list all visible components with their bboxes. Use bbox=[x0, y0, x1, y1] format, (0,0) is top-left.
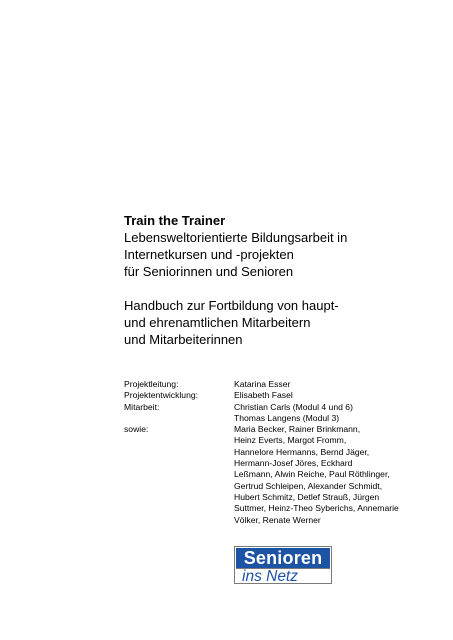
senioren-ins-netz-logo bbox=[234, 546, 332, 584]
credit-row-projektleitung bbox=[124, 379, 444, 390]
credit-name: Thomas Langens (Modul 3) bbox=[234, 412, 340, 423]
credit-names bbox=[234, 424, 444, 526]
credit-row-projektentwicklung bbox=[124, 390, 444, 401]
credit-names bbox=[234, 379, 444, 390]
credit-name: Elisabeth Fasel bbox=[234, 390, 293, 401]
credit-names bbox=[234, 390, 444, 401]
credit-name: Völker, Renate Werner bbox=[234, 514, 321, 525]
credit-name: Maria Becker, Rainer Brinkmann, bbox=[234, 424, 361, 435]
handbook-line-1: Handbuch zur Fortbildung von haupt- bbox=[124, 298, 339, 313]
credit-name: Christian Carls (Modul 4 und 6) bbox=[234, 401, 353, 412]
title-block bbox=[124, 212, 434, 348]
credit-name: Heinz Everts, Margot Fromm, bbox=[234, 435, 347, 446]
credits-list bbox=[124, 379, 444, 526]
credit-label: sowie: bbox=[124, 424, 149, 435]
credit-names bbox=[234, 402, 444, 425]
handbook-line-3: und Mitarbeiterinnen bbox=[124, 332, 243, 347]
credit-name: Hermann-Josef Jöres, Eckhard bbox=[234, 458, 353, 469]
credit-row-sowie bbox=[124, 424, 444, 526]
document-title: Train the Trainer bbox=[124, 213, 226, 228]
credit-name: Hubert Schmitz, Detlef Strauß, Jürgen bbox=[234, 491, 380, 502]
spacer bbox=[124, 280, 434, 297]
credit-label: Projektentwicklung: bbox=[124, 390, 199, 401]
credit-name: Leßmann, Alwin Reiche, Paul Röthlinger, bbox=[234, 469, 390, 480]
handbook-line-2: und ehrenamtlichen Mitarbeitern bbox=[124, 315, 311, 330]
subtitle-line-3: für Seniorinnen und Senioren bbox=[124, 264, 294, 279]
logo-text-ins-netz: ins Netz bbox=[236, 568, 330, 583]
credit-row-mitarbeit bbox=[124, 402, 444, 425]
subtitle-line-1: Lebensweltorientierte Bildungsarbeit in bbox=[124, 230, 348, 245]
credit-name: Gertrud Schleipen, Alexander Schmidt, bbox=[234, 480, 383, 491]
logo-text-senioren: Senioren bbox=[236, 548, 330, 568]
credit-name: Katarina Esser bbox=[234, 379, 291, 389]
subtitle-line-2: Internetkursen und -projekten bbox=[124, 247, 294, 262]
credit-name: Suttmer, Heinz-Theo Syberichs, Annemarie bbox=[234, 503, 399, 514]
credit-name: Hannelore Hermanns, Bernd Jäger, bbox=[234, 446, 370, 457]
credit-label: Mitarbeit: bbox=[124, 401, 160, 412]
credit-label: Projektleitung: bbox=[124, 379, 179, 389]
